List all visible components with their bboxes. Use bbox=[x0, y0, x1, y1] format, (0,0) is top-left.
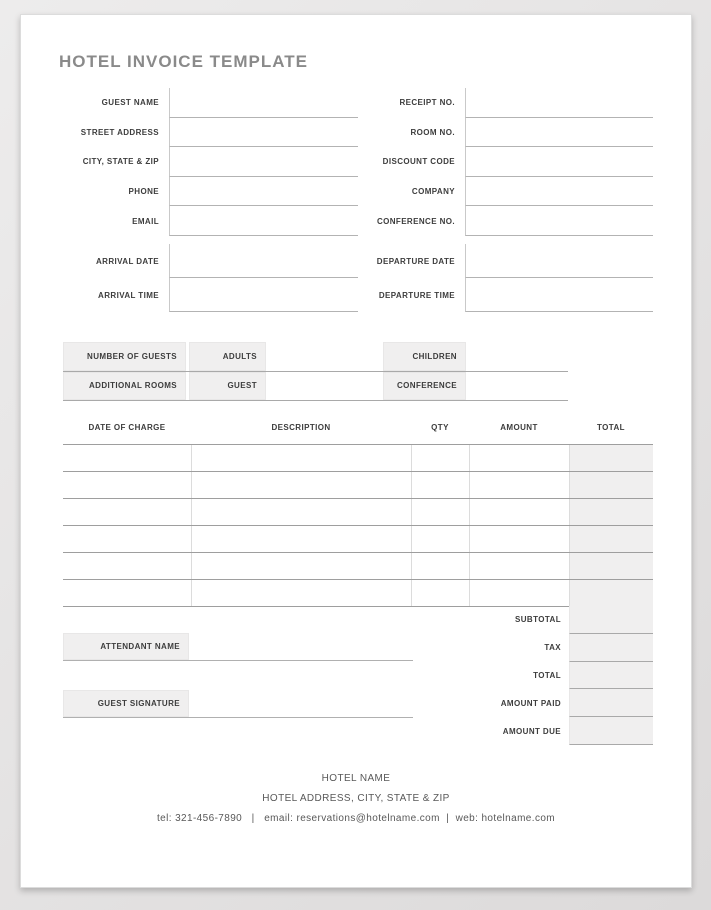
guests-grid bbox=[63, 342, 568, 401]
cell-description[interactable] bbox=[191, 472, 411, 498]
input-arrival-date[interactable] bbox=[169, 244, 358, 278]
summary-label-total: TOTAL bbox=[533, 670, 561, 680]
field-row-conference-no bbox=[363, 206, 653, 236]
cell-date-of-charge[interactable] bbox=[63, 499, 191, 525]
summary-value-subtotal[interactable] bbox=[569, 606, 653, 634]
cell-amount[interactable] bbox=[469, 526, 569, 552]
cell-amount[interactable] bbox=[469, 472, 569, 498]
summary-section bbox=[63, 606, 653, 745]
summary-label-tax: TAX bbox=[544, 643, 561, 653]
cell-date-of-charge[interactable] bbox=[63, 580, 191, 606]
input-company[interactable] bbox=[465, 177, 653, 207]
summary-row-total bbox=[63, 662, 653, 690]
cell-qty[interactable] bbox=[411, 445, 469, 471]
cell-amount[interactable] bbox=[469, 553, 569, 579]
guests-row-2 bbox=[63, 372, 568, 402]
cell-total[interactable] bbox=[569, 445, 653, 471]
charge-row bbox=[63, 445, 653, 472]
cell-total[interactable] bbox=[569, 526, 653, 552]
column-header-description: DESCRIPTION bbox=[271, 423, 331, 432]
field-label-room-no: ROOM NO. bbox=[410, 127, 455, 137]
input-guest-name[interactable] bbox=[169, 88, 358, 118]
footer-hotel-address: HOTEL ADDRESS, CITY, STATE & ZIP bbox=[262, 793, 450, 804]
cell-date-of-charge[interactable] bbox=[63, 472, 191, 498]
input-children[interactable] bbox=[466, 342, 568, 371]
cell-total[interactable] bbox=[569, 580, 653, 606]
label-box-guest: GUEST bbox=[189, 372, 266, 401]
field-row-arrival-time bbox=[63, 278, 358, 312]
input-departure-date[interactable] bbox=[465, 244, 653, 278]
summary-label-amount-due: AMOUNT DUE bbox=[502, 726, 561, 736]
summary-label-amount-paid: AMOUNT PAID bbox=[500, 698, 561, 708]
input-departure-time[interactable] bbox=[465, 278, 653, 312]
input-conference-no[interactable] bbox=[465, 206, 653, 236]
input-arrival-time[interactable] bbox=[169, 278, 358, 312]
label-box-number-of-guests: NUMBER OF GUESTS bbox=[63, 342, 186, 371]
input-adults[interactable] bbox=[266, 342, 383, 371]
departure-group bbox=[363, 244, 653, 312]
cell-total[interactable] bbox=[569, 472, 653, 498]
cell-description[interactable] bbox=[191, 445, 411, 471]
cell-date-of-charge[interactable] bbox=[63, 445, 191, 471]
summary-label-subtotal: SUBTOTAL bbox=[514, 615, 561, 625]
field-label-street-address: STREET ADDRESS bbox=[80, 127, 159, 137]
input-phone[interactable] bbox=[169, 177, 358, 207]
input-attendant-name[interactable] bbox=[189, 633, 413, 660]
summary-value-amount-due[interactable] bbox=[569, 717, 653, 745]
label-box-children: CHILDREN bbox=[383, 342, 466, 371]
footer bbox=[21, 769, 691, 829]
input-guest-signature[interactable] bbox=[189, 690, 413, 717]
field-label-email: EMAIL bbox=[132, 216, 159, 226]
field-row-departure-time bbox=[363, 278, 653, 312]
arrival-group bbox=[63, 244, 358, 312]
field-row-receipt-no bbox=[363, 88, 653, 118]
field-row-email bbox=[63, 206, 358, 236]
cell-total[interactable] bbox=[569, 499, 653, 525]
input-receipt-no[interactable] bbox=[465, 88, 653, 118]
guests-row-1 bbox=[63, 342, 568, 372]
input-street-address[interactable] bbox=[169, 118, 358, 148]
cell-date-of-charge[interactable] bbox=[63, 553, 191, 579]
input-conference-rooms[interactable] bbox=[466, 372, 568, 401]
field-label-receipt-no: RECEIPT NO. bbox=[399, 98, 455, 108]
charge-row bbox=[63, 553, 653, 580]
input-city-state-zip[interactable] bbox=[169, 147, 358, 177]
page-title: HOTEL INVOICE TEMPLATE bbox=[59, 52, 308, 71]
label-box-adults: ADULTS bbox=[189, 342, 266, 371]
cell-amount[interactable] bbox=[469, 580, 569, 606]
label-box-additional-rooms: ADDITIONAL ROOMS bbox=[63, 372, 186, 401]
cell-qty[interactable] bbox=[411, 526, 469, 552]
charge-row bbox=[63, 526, 653, 553]
input-room-no[interactable] bbox=[465, 118, 653, 148]
field-label-guest-name: GUEST NAME bbox=[101, 98, 159, 108]
cell-qty[interactable] bbox=[411, 499, 469, 525]
charges-table-body bbox=[63, 444, 653, 607]
field-row-room-no bbox=[363, 118, 653, 148]
footer-hotel-name: HOTEL NAME bbox=[321, 773, 391, 784]
cell-description[interactable] bbox=[191, 553, 411, 579]
guest-info-left-group bbox=[63, 88, 358, 236]
field-row-arrival-date bbox=[63, 244, 358, 278]
attendant-name-row bbox=[63, 633, 413, 661]
booking-info-right-group bbox=[363, 88, 653, 236]
summary-value-tax[interactable] bbox=[569, 634, 653, 662]
column-header-total: TOTAL bbox=[597, 423, 625, 432]
field-label-phone: PHONE bbox=[128, 187, 159, 197]
field-row-phone bbox=[63, 177, 358, 207]
column-header-qty: QTY bbox=[431, 423, 449, 432]
field-row-street-address bbox=[63, 118, 358, 148]
field-label-arrival-date: ARRIVAL DATE bbox=[95, 256, 159, 266]
field-label-arrival-time: ARRIVAL TIME bbox=[98, 290, 159, 300]
invoice-page bbox=[20, 14, 692, 888]
cell-date-of-charge[interactable] bbox=[63, 526, 191, 552]
field-label-departure-date: DEPARTURE DATE bbox=[376, 256, 455, 266]
field-label-departure-time: DEPARTURE TIME bbox=[378, 290, 455, 300]
guest-signature-row bbox=[63, 690, 413, 718]
input-discount-code[interactable] bbox=[465, 147, 653, 177]
column-header-date-of-charge: DATE OF CHARGE bbox=[88, 423, 166, 432]
label-box-attendant-name: ATTENDANT NAME bbox=[63, 633, 189, 660]
label-box-conference: CONFERENCE bbox=[383, 372, 466, 401]
field-row-departure-date bbox=[363, 244, 653, 278]
cell-amount[interactable] bbox=[469, 499, 569, 525]
charge-row bbox=[63, 499, 653, 526]
field-row-discount-code bbox=[363, 147, 653, 177]
cell-description[interactable] bbox=[191, 580, 411, 606]
field-row-city-state-zip bbox=[63, 147, 358, 177]
charge-row bbox=[63, 580, 653, 607]
input-email[interactable] bbox=[169, 206, 358, 236]
summary-row-subtotal bbox=[63, 606, 653, 634]
field-label-city-state-zip: CITY, STATE & ZIP bbox=[82, 157, 159, 167]
charges-table bbox=[63, 420, 653, 607]
cell-amount[interactable] bbox=[469, 445, 569, 471]
charge-row bbox=[63, 472, 653, 499]
field-label-company: COMPANY bbox=[411, 187, 455, 197]
field-label-conference-no: CONFERENCE NO. bbox=[376, 216, 455, 226]
cell-total[interactable] bbox=[569, 553, 653, 579]
field-row-guest-name bbox=[63, 88, 358, 118]
footer-contact: tel: 321-456-7890 | email: reservations@hotelname.com | web: hotelname.com bbox=[156, 813, 556, 824]
summary-value-total[interactable] bbox=[569, 662, 653, 690]
cell-qty[interactable] bbox=[411, 472, 469, 498]
cell-qty[interactable] bbox=[411, 553, 469, 579]
label-box-guest-signature: GUEST SIGNATURE bbox=[63, 690, 189, 717]
cell-description[interactable] bbox=[191, 499, 411, 525]
charges-table-header bbox=[63, 420, 653, 444]
summary-row-amount-due bbox=[63, 717, 653, 745]
column-header-amount: AMOUNT bbox=[500, 423, 538, 432]
cell-description[interactable] bbox=[191, 526, 411, 552]
cell-qty[interactable] bbox=[411, 580, 469, 606]
input-guest-rooms[interactable] bbox=[266, 372, 383, 401]
summary-value-amount-paid[interactable] bbox=[569, 689, 653, 717]
field-label-discount-code: DISCOUNT CODE bbox=[382, 157, 455, 167]
field-row-company bbox=[363, 177, 653, 207]
